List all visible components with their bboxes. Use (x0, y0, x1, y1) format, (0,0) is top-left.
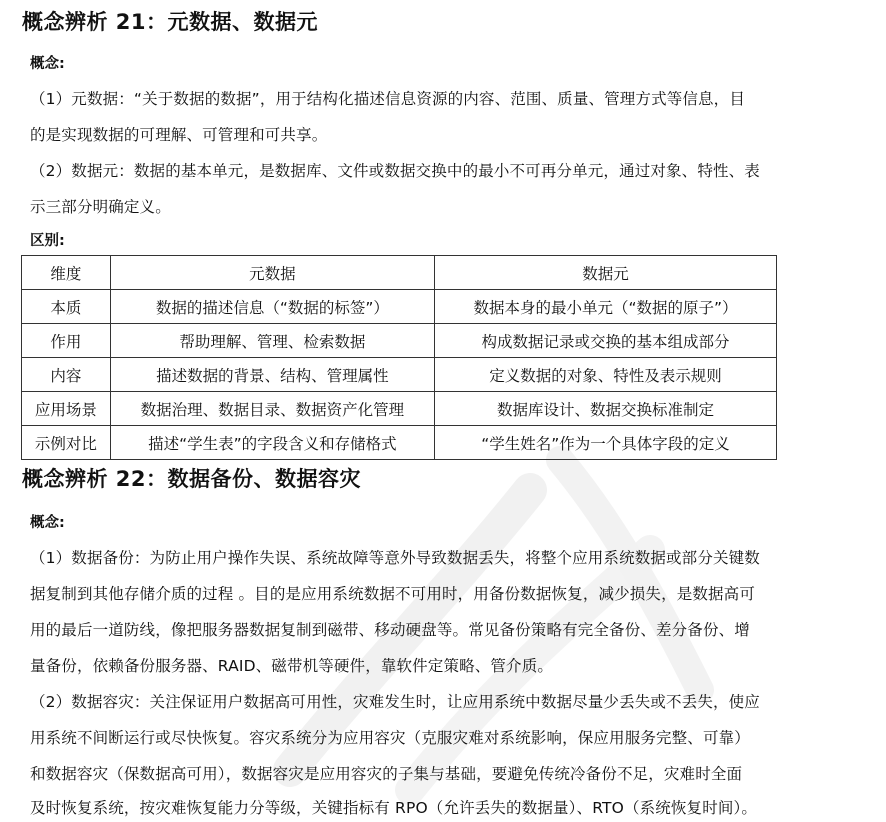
table-cell: 描述“学生表”的字段含义和存储格式 (110, 426, 434, 460)
table-row (22, 358, 777, 392)
table-header-row (22, 256, 777, 290)
table-cell: 数据本身的最小单元（“数据的原子”） (434, 290, 776, 324)
table-header-cell: 维度 (22, 256, 111, 290)
section-22-concept-label: 概念: (30, 515, 65, 531)
table-cell: 数据治理、数据目录、数据资产化管理 (110, 392, 434, 426)
section-21-difference-label: 区别: (30, 233, 65, 249)
comparison-table (21, 255, 777, 460)
table-cell: 应用场景 (22, 392, 111, 426)
data-element-definition-line-2: 示三部分明确定义。 (30, 198, 171, 216)
table-cell: 数据库设计、数据交换标准制定 (434, 392, 776, 426)
table-cell: 帮助理解、管理、检索数据 (110, 324, 434, 358)
disaster-recovery-definition-line-1: （2）数据容灾：关注保证用户数据高可用性，灾难发生时，让应用系统中数据尽量少丢失或不丢失，使应 (30, 693, 760, 711)
table-cell: 示例对比 (22, 426, 111, 460)
backup-definition-line-2: 据复制到其他存储介质的过程 。目的是应用系统数据不可用时，用备份数据恢复，减少损失，是数据高可 (30, 585, 755, 603)
section-22-title: 概念辨析 22：数据备份、数据容灾 (22, 467, 362, 491)
table-cell: “学生姓名”作为一个具体字段的定义 (434, 426, 776, 460)
table-cell: 数据的描述信息（“数据的标签”） (110, 290, 434, 324)
table-row (22, 392, 777, 426)
metadata-definition-line-1: （1）元数据：“关于数据的数据”，用于结构化描述信息资源的内容、范围、质量、管理方式等信息，目 (30, 90, 745, 108)
table-header-cell: 数据元 (434, 256, 776, 290)
table-cell: 描述数据的背景、结构、管理属性 (110, 358, 434, 392)
table-header-cell: 元数据 (110, 256, 434, 290)
disaster-recovery-definition-line-3: 和数据容灾（保数据高可用），数据容灾是应用容灾的子集与基础，要避免传统冷备份不足，灾难时全面 (30, 765, 743, 783)
table-cell: 内容 (22, 358, 111, 392)
backup-definition-line-4: 量备份，依赖备份服务器、RAID、磁带机等硬件，靠软件定策略、管介质。 (30, 657, 554, 675)
table-cell: 构成数据记录或交换的基本组成部分 (434, 324, 776, 358)
table-row (22, 324, 777, 358)
table-row (22, 426, 777, 460)
data-element-definition-line-1: （2）数据元：数据的基本单元，是数据库、文件或数据交换中的最小不可再分单元，通过对象、特性、表 (30, 162, 760, 180)
disaster-recovery-definition-line-4: 及时恢复系统，按灾难恢复能力分等级，关键指标有 RPO（允许丢失的数据量）、RTO（系统恢复时间）。 (30, 799, 758, 817)
backup-definition-line-3: 用的最后一道防线，像把服务器数据复制到磁带、移动硬盘等。常见备份策略有完全备份、差分备份、增 (30, 621, 750, 639)
section-21-concept-label: 概念: (30, 56, 65, 72)
table-row (22, 290, 777, 324)
table-cell: 本质 (22, 290, 111, 324)
table-cell: 定义数据的对象、特性及表示规则 (434, 358, 776, 392)
backup-definition-line-1: （1）数据备份：为防止用户操作失误、系统故障等意外导致数据丢失，将整个应用系统数据或部分关键数 (30, 549, 760, 567)
table-cell: 作用 (22, 324, 111, 358)
section-21-title: 概念辨析 21：元数据、数据元 (22, 10, 319, 34)
metadata-definition-line-2: 的是实现数据的可理解、可管理和可共享。 (30, 126, 328, 144)
disaster-recovery-definition-line-2: 用系统不间断运行或尽快恢复。容灾系统分为应用容灾（克服灾难对系统影响，保应用服务完整、可靠） (30, 729, 750, 747)
